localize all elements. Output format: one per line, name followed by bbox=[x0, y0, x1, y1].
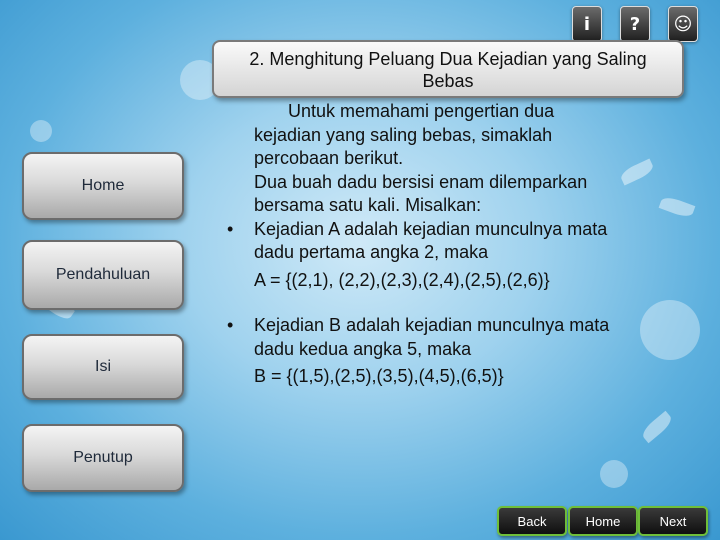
decorative-bubble bbox=[30, 120, 52, 142]
bullet-text: Kejadian B adalah kejadian munculnya mata bbox=[254, 315, 610, 335]
list-item bbox=[227, 314, 688, 389]
intro-text: kejadian yang saling bebas, simaklah bbox=[254, 124, 553, 145]
sidebar-item-pendahuluan[interactable] bbox=[22, 240, 184, 310]
list-item bbox=[227, 218, 688, 293]
sidebar-item-penutup[interactable] bbox=[22, 424, 184, 492]
decorative-bubble bbox=[600, 460, 628, 488]
back-button[interactable] bbox=[497, 506, 567, 536]
home-button-label: Home bbox=[585, 513, 621, 529]
sidebar-item-label: Pendahuluan bbox=[55, 266, 151, 283]
sidebar-item-isi[interactable] bbox=[22, 334, 184, 400]
decorative-leaf bbox=[639, 411, 674, 444]
bullet-text: Kejadian A adalah kejadian munculnya mata bbox=[254, 218, 608, 239]
next-button-label: Next bbox=[659, 513, 687, 529]
sidebar-item-home[interactable] bbox=[22, 152, 184, 220]
info-icon[interactable]: i bbox=[572, 6, 602, 42]
sidebar-item-label: Home bbox=[81, 177, 125, 194]
back-button-label: Back bbox=[517, 513, 547, 529]
main-content bbox=[228, 100, 688, 389]
page-title bbox=[212, 40, 684, 98]
top-icon-bar bbox=[572, 6, 698, 42]
set-b-text: B = {(1,5),(2,5),(3,5),(4,5),(6,5)} bbox=[254, 366, 504, 386]
help-icon[interactable]: ? bbox=[620, 6, 650, 42]
title-line: 2. Menghitung Peluang Dua Kejadian yang Saling bbox=[249, 49, 647, 69]
next-button[interactable] bbox=[638, 506, 708, 536]
intro-text: bersama satu kali. Misalkan: bbox=[254, 195, 482, 215]
title-line: Bebas bbox=[422, 71, 474, 91]
bullet-icon: • bbox=[227, 218, 234, 239]
sidebar-item-label: Isi bbox=[95, 358, 111, 375]
bullet-text: dadu kedua angka 5, maka bbox=[254, 338, 472, 359]
intro-text: Untuk memahami pengertian dua bbox=[288, 101, 555, 121]
bullet-text: dadu pertama angka 2, maka bbox=[254, 242, 489, 262]
set-a-text: A = {(2,1), (2,2),(2,3),(2,4),(2,5),(2,6)} bbox=[254, 269, 550, 290]
intro-text: percobaan berikut. bbox=[254, 148, 404, 168]
bullet-icon: • bbox=[227, 315, 234, 335]
sidebar-item-label: Penutup bbox=[73, 449, 133, 466]
profile-icon[interactable]: ☺ bbox=[668, 6, 698, 42]
home-button[interactable] bbox=[568, 506, 638, 536]
intro-text: Dua buah dadu bersisi enam dilemparkan bbox=[254, 171, 588, 192]
